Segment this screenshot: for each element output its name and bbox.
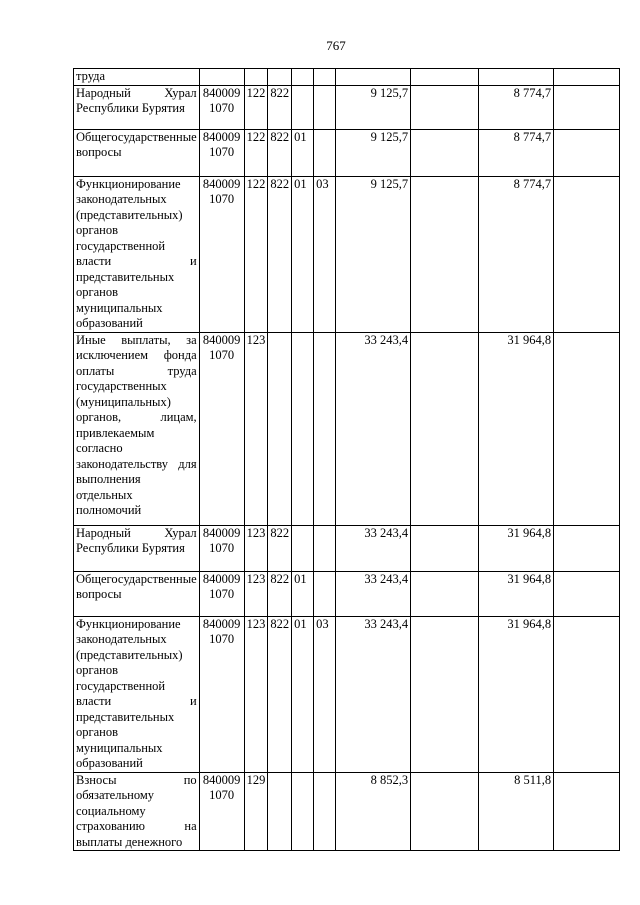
- row-pr: 03: [314, 176, 336, 332]
- table-row: [74, 85, 620, 129]
- row-gr: [268, 69, 292, 86]
- row-rz: [292, 85, 314, 129]
- row-name: труда: [74, 69, 200, 86]
- row-rz: [292, 69, 314, 86]
- row-rz: 01: [292, 129, 314, 176]
- row-value-2: 31 964,8: [479, 332, 554, 525]
- table-row: [74, 772, 620, 851]
- row-csr: 840009 1070: [199, 129, 244, 176]
- empty-cell: [554, 85, 620, 129]
- row-csr: 840009 1070: [199, 571, 244, 616]
- row-rz: 01: [292, 176, 314, 332]
- row-csr: 840009 1070: [199, 85, 244, 129]
- empty-cell: [554, 772, 620, 851]
- row-vr: 123: [244, 571, 268, 616]
- empty-cell: [411, 616, 479, 772]
- budget-table: [73, 68, 620, 851]
- row-pr: [314, 69, 336, 86]
- row-value-2: 8 774,7: [479, 85, 554, 129]
- row-value-1: 9 125,7: [336, 85, 411, 129]
- row-value-1: 33 243,4: [336, 616, 411, 772]
- row-rz: [292, 525, 314, 571]
- empty-cell: [554, 129, 620, 176]
- row-name: Общегосударственные вопросы: [74, 129, 200, 176]
- row-gr: 822: [268, 85, 292, 129]
- row-csr: 840009 1070: [199, 525, 244, 571]
- row-csr: 840009 1070: [199, 176, 244, 332]
- empty-cell: [411, 129, 479, 176]
- row-vr: 122: [244, 85, 268, 129]
- row-pr: [314, 85, 336, 129]
- empty-cell: [411, 176, 479, 332]
- empty-cell: [554, 176, 620, 332]
- row-name: Народный Хурал Республики Бурятия: [74, 85, 200, 129]
- empty-cell: [554, 616, 620, 772]
- row-value-2: 31 964,8: [479, 571, 554, 616]
- row-vr: 129: [244, 772, 268, 851]
- row-value-2: 8 774,7: [479, 129, 554, 176]
- row-value-2: [479, 69, 554, 86]
- row-vr: 123: [244, 332, 268, 525]
- page-number: 767: [326, 38, 346, 53]
- empty-cell: [411, 69, 479, 86]
- row-rz: [292, 332, 314, 525]
- row-gr: 822: [268, 129, 292, 176]
- table-row: [74, 571, 620, 616]
- row-pr: 03: [314, 616, 336, 772]
- table-row: [74, 616, 620, 772]
- row-pr: [314, 571, 336, 616]
- row-value-1: 33 243,4: [336, 525, 411, 571]
- empty-cell: [411, 571, 479, 616]
- empty-cell: [411, 525, 479, 571]
- row-pr: [314, 129, 336, 176]
- table-row: [74, 69, 620, 86]
- empty-cell: [554, 332, 620, 525]
- row-csr: 840009 1070: [199, 772, 244, 851]
- table-row: [74, 176, 620, 332]
- row-vr: 122: [244, 129, 268, 176]
- row-value-1: 33 243,4: [336, 571, 411, 616]
- row-vr: [244, 69, 268, 86]
- row-gr: 822: [268, 176, 292, 332]
- row-name: Общегосударственные вопросы: [74, 571, 200, 616]
- row-value-1: [336, 69, 411, 86]
- row-name: Взносы по обязательному социальному страхованию на выплаты денежного: [74, 772, 200, 851]
- row-rz: 01: [292, 616, 314, 772]
- row-csr: [199, 69, 244, 86]
- table-row: [74, 129, 620, 176]
- row-vr: 123: [244, 525, 268, 571]
- row-value-2: 8 774,7: [479, 176, 554, 332]
- table-row: [74, 332, 620, 525]
- row-rz: 01: [292, 571, 314, 616]
- row-value-1: 9 125,7: [336, 176, 411, 332]
- row-gr: 822: [268, 525, 292, 571]
- empty-cell: [411, 85, 479, 129]
- row-value-2: 8 511,8: [479, 772, 554, 851]
- row-value-1: 9 125,7: [336, 129, 411, 176]
- empty-cell: [411, 772, 479, 851]
- row-name: Функционирование законодательных (представительных) органов государственной власти и представительных органов муниципальных образований: [74, 176, 200, 332]
- row-vr: 123: [244, 616, 268, 772]
- row-name: Иные выплаты, за исключением фонда оплаты труда государственных (муниципальных) органов, лицам, привлекаемым согласно законодательству для выполнения отдельных полномочий: [74, 332, 200, 525]
- row-value-2: 31 964,8: [479, 616, 554, 772]
- row-csr: 840009 1070: [199, 616, 244, 772]
- row-gr: [268, 772, 292, 851]
- row-name: Функционирование законодательных (представительных) органов государственной власти и представительных органов муниципальных образований: [74, 616, 200, 772]
- row-gr: 822: [268, 616, 292, 772]
- row-value-2: 31 964,8: [479, 525, 554, 571]
- row-gr: [268, 332, 292, 525]
- row-gr: 822: [268, 571, 292, 616]
- row-pr: [314, 332, 336, 525]
- row-value-1: 33 243,4: [336, 332, 411, 525]
- row-pr: [314, 772, 336, 851]
- empty-cell: [554, 69, 620, 86]
- row-rz: [292, 772, 314, 851]
- row-name: Народный Хурал Республики Бурятия: [74, 525, 200, 571]
- empty-cell: [554, 525, 620, 571]
- row-value-1: 8 852,3: [336, 772, 411, 851]
- row-vr: 122: [244, 176, 268, 332]
- row-csr: 840009 1070: [199, 332, 244, 525]
- empty-cell: [411, 332, 479, 525]
- empty-cell: [554, 571, 620, 616]
- table-row: [74, 525, 620, 571]
- row-pr: [314, 525, 336, 571]
